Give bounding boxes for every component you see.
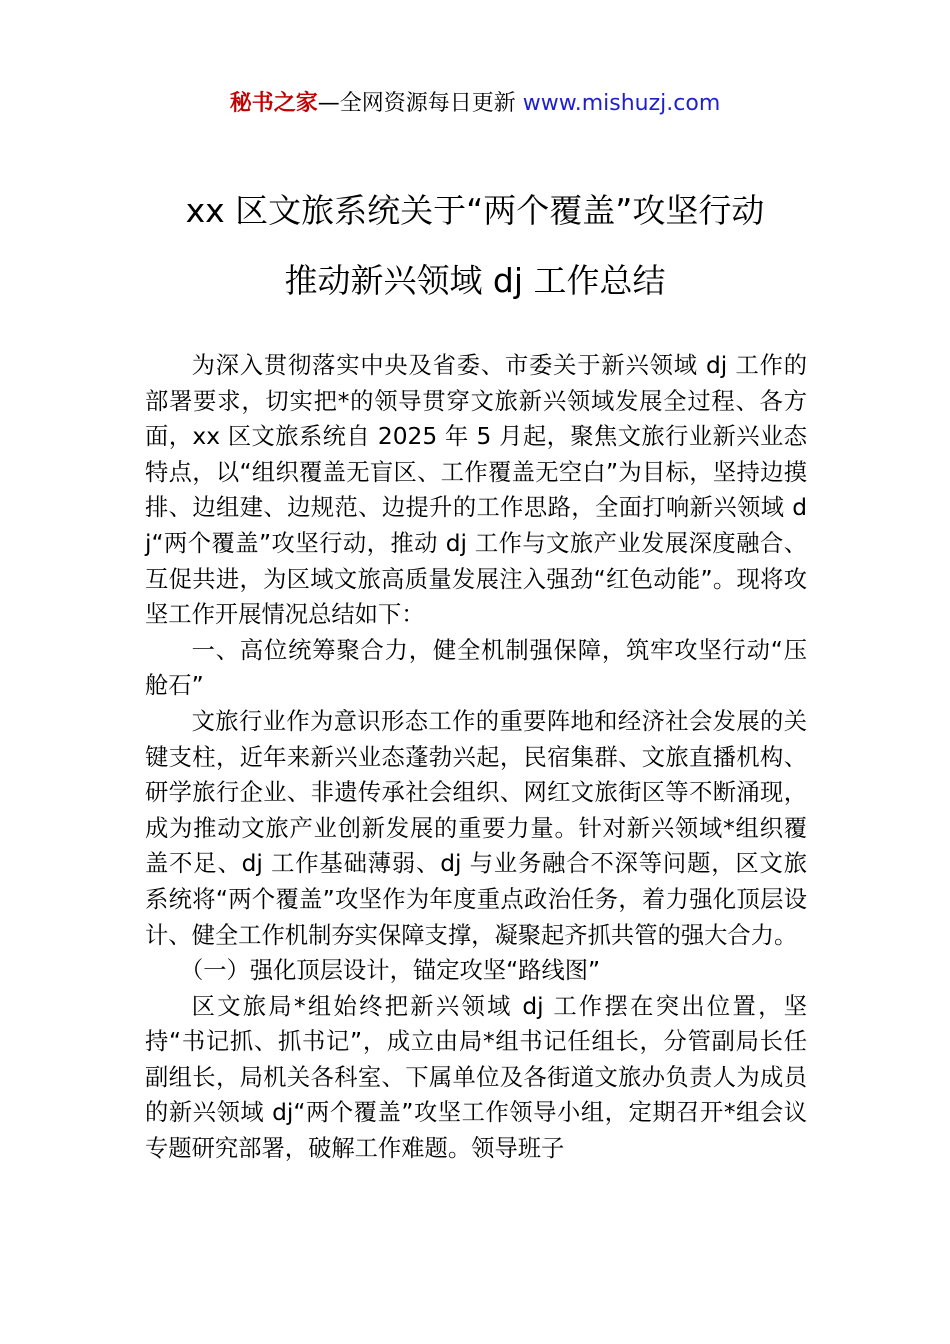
site-brand: 秘书之家	[229, 91, 318, 116]
intro-paragraph: 为深入贯彻落实中央及省委、市委关于新兴领域 dj 工作的部署要求，切实把*的领导贯穿文旅新兴领域发展全过程、各方面，xx 区文旅系统自 2025 年 5 月起，聚焦文旅行业新兴业态特点，以“组织覆盖无盲区、工作覆盖无空白”为目标，坚持边摸排、边组建、边规范、边提升的工作思路，全面打响新兴领域 dj“两个覆盖”攻坚行动，推动 dj 工作与文旅产业发展深度融合、互促共进，为区域文旅高质量发展注入强劲“红色动能”。现将攻坚工作开展情况总结如下：	[145, 352, 807, 629]
site-slogan: —全网资源每日更新	[317, 91, 523, 116]
document-body	[145, 348, 807, 1167]
document-title-line-1: xx 区文旅系统关于“两个覆盖”攻坚行动	[185, 191, 765, 230]
subsection-heading-1: （一）强化顶层设计，锚定攻坚“路线图”	[179, 957, 601, 985]
site-header	[0, 88, 950, 120]
site-url-link[interactable]: www.mishuzj.com	[522, 91, 721, 116]
section-1-paragraph: 文旅行业作为意识形态工作的重要阵地和经济社会发展的关键支柱，近年来新兴业态蓬勃兴起，民宿集群、文旅直播机构、研学旅行企业、非遗传承社会组织、网红文旅街区等不断涌现，成为推动文旅产业创新发展的重要力量。针对新兴领域*组织覆盖不足、dj 工作基础薄弱、dj 与业务融合不深等问题，区文旅系统将“两个覆盖”攻坚作为年度重点政治任务，着力强化顶层设计、健全工作机制夯实保障支撑，凝聚起齐抓共管的强大合力。	[145, 707, 807, 949]
section-heading-1: 一、高位统筹聚合力，健全机制强保障，筑牢攻坚行动“压舱石”	[145, 636, 807, 700]
subsection-1-paragraph: 区文旅局*组始终把新兴领域 dj 工作摆在突出位置，坚持“书记抓、抓书记”，成立由局*组书记任组长，分管副局长任副组长，局机关各科室、下属单位及各街道文旅办负责人为成员的新兴领域 dj“两个覆盖”攻坚工作领导小组，定期召开*组会议专题研究部署，破解工作难题。领导班子	[145, 992, 807, 1163]
document-title-line-2: 推动新兴领域 dj 工作总结	[284, 261, 666, 300]
